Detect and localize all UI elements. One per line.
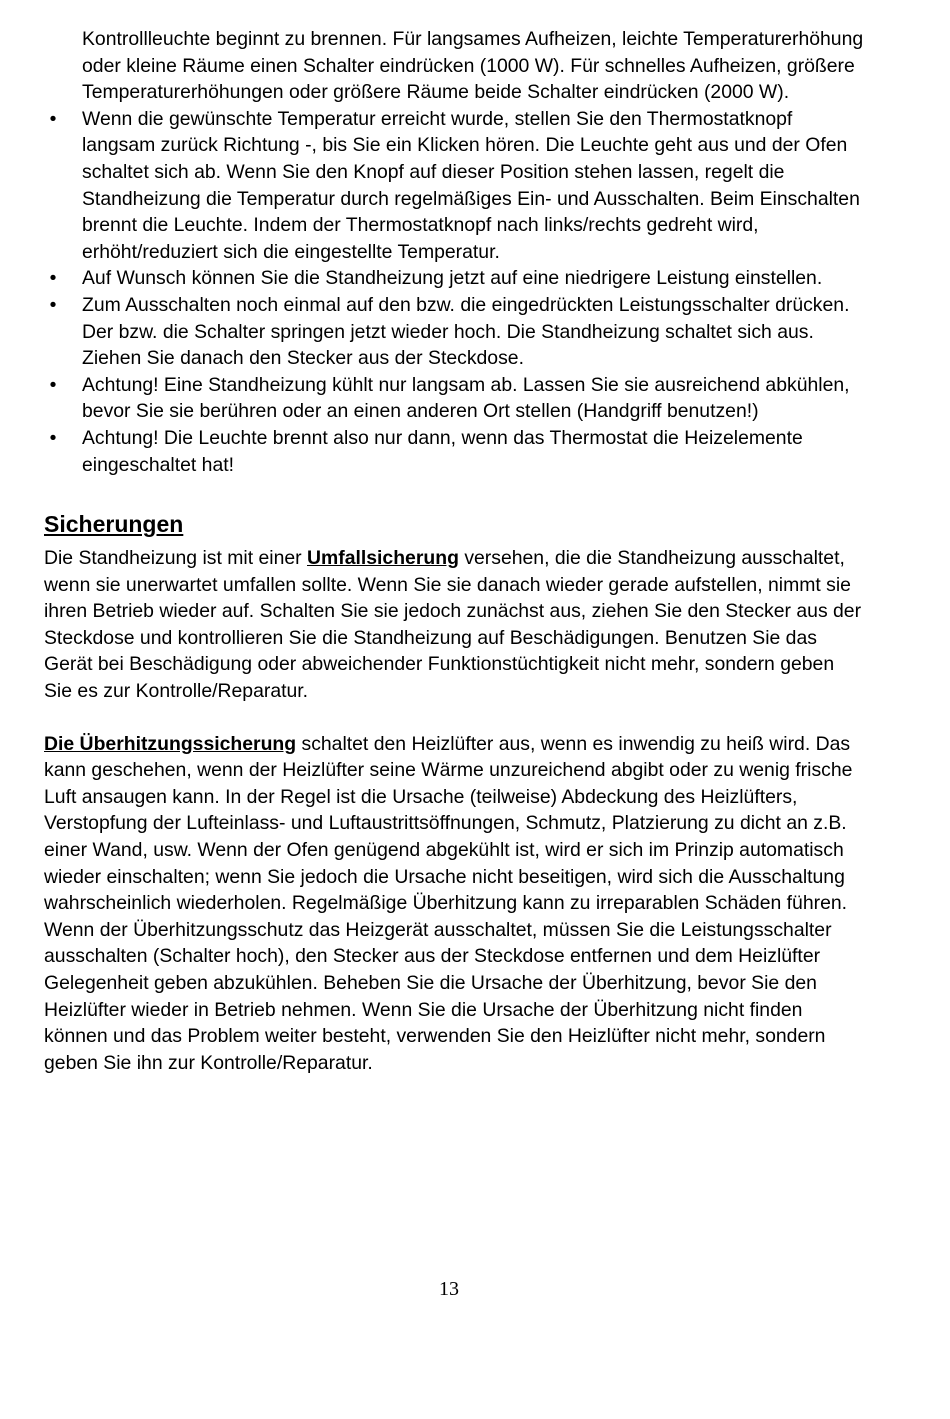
- list-item: [44, 292, 864, 372]
- bullet-icon: •: [49, 293, 57, 316]
- list-item-text: Achtung! Die Leuchte brennt also nur dann, wenn das Thermostat die Heizelemente eingeschaltet hat!: [82, 426, 803, 476]
- intro-continuation: Kontrollleuchte beginnt zu brennen. Für langsames Aufheizen, leichte Temperaturerhöhung oder kleine Räume einen Schalter eindrücken (1000 W). Für schnelles Aufheizen, größere Temperaturerhöhungen oder größere Räume beide Schalter eindrücken (2000 W).: [82, 28, 864, 104]
- page-number: 13: [439, 1278, 459, 1300]
- paragraph-umfallsicherung: [44, 545, 864, 705]
- bullet-icon: •: [49, 267, 57, 290]
- list-item-text: Wenn die gewünschte Temperatur erreicht wurde, stellen Sie den Thermostatknopf langsam zurück Richtung -, bis Sie ein Klicken hören. Die Leuchte geht aus und der Ofen schaltet sich ab. Wenn Sie den Knopf auf dieser Position stehen lassen, regelt die Standheizung die Temperatur durch regelmäßiges Ein- und Ausschalten. Beim Einschalten brennt die Leuchte. Indem der Thermostatknopf nach links/rechts gedreht wird, erhöht/reduziert sich die eingestellte Temperatur.: [82, 107, 860, 263]
- term-ueberhitzungssicherung: Die Überhitzungssicherung: [44, 732, 297, 755]
- paragraph-ueberhitzungssicherung: [44, 731, 864, 1077]
- list-item: [44, 106, 864, 266]
- document-page: [44, 26, 864, 1076]
- section-heading: Sicherungen: [44, 511, 184, 538]
- bullet-icon: •: [49, 373, 57, 396]
- bullet-icon: •: [49, 107, 57, 130]
- list-item-text: Achtung! Eine Standheizung kühlt nur langsam ab. Lassen Sie sie ausreichend abkühlen, bevor Sie sie berühren oder an einen anderen Ort stellen (Handgriff benutzen!): [82, 373, 850, 423]
- bullet-icon: •: [49, 426, 57, 449]
- list-item-text: Zum Ausschalten noch einmal auf den bzw. die eingedrückten Leistungsschalter drücken. Der bzw. die Schalter springen jetzt wieder hoch. Die Standheizung schaltet sich aus. Ziehen Sie danach den Stecker aus der Steckdose.: [82, 293, 850, 370]
- list-item-text: Auf Wunsch können Sie die Standheizung jetzt auf eine niedrigere Leistung einstellen.: [82, 267, 823, 290]
- term-umfallsicherung: Umfallsicherung: [307, 547, 459, 570]
- paragraph-text: versehen, die die Standheizung ausschaltet, wenn sie unerwartet umfallen sollte. Wenn Sie sie danach wieder gerade aufstellen, nimmt sie ihren Betrieb wieder auf. Schalten Sie sie jedoch zunächst aus, ziehen Sie den Stecker aus der Steckdose und kontrollieren Sie die Standheizung auf Beschädigungen. Benutzen Sie das Gerät bei Beschädigung oder abweichender Funktionstüchtigkeit nicht mehr, sondern geben Sie es zur Kontrolle/Reparatur.: [44, 547, 862, 703]
- list-item: [44, 372, 864, 425]
- list-item: [44, 265, 864, 292]
- list-item: [44, 425, 864, 478]
- paragraph-text: schaltet den Heizlüfter aus, wenn es inwendig zu heiß wird. Das kann geschehen, wenn der Heizlüfter seine Wärme unzureichend abgibt oder zu wenig frische Luft ansaugen kann. In der Regel ist die Ursache (teilweise) Abdeckung des Heizlüfters, Verstopfung der Lufteinlass- und Luftaustrittsöffnungen, Schmutz, Platzierung zu dicht an z.B. einer Wand, usw. Wenn der Ofen genügend abgekühlt ist, wird er sich im Prinzip automatisch wieder einschalten; wenn Sie jedoch die Ursache nicht beseitigen, wird sich die Ausschaltung wahrscheinlich wiederholen. Regelmäßige Überhitzung kann zu irreparablen Schäden führen. Wenn der Überhitzungsschutz das Heizgerät ausschaltet, müssen Sie die Leistungsschalter ausschalten (Schalter hoch), den Stecker aus der Steckdose entfernen und dem Heizlüfter Gelegenheit geben abzukühlen. Beheben Sie die Ursache der Überhitzung, bevor Sie den Heizlüfter wieder in Betrieb nehmen. Wenn Sie die Ursache der Überhitzung nicht finden können und das Problem weiter besteht, verwenden Sie den Heizlüfter nicht mehr, sondern geben Sie ihn zur Kontrolle/Reparatur.: [44, 732, 853, 1074]
- paragraph-text: Die Standheizung ist mit einer: [44, 547, 307, 570]
- instruction-list: [44, 106, 864, 478]
